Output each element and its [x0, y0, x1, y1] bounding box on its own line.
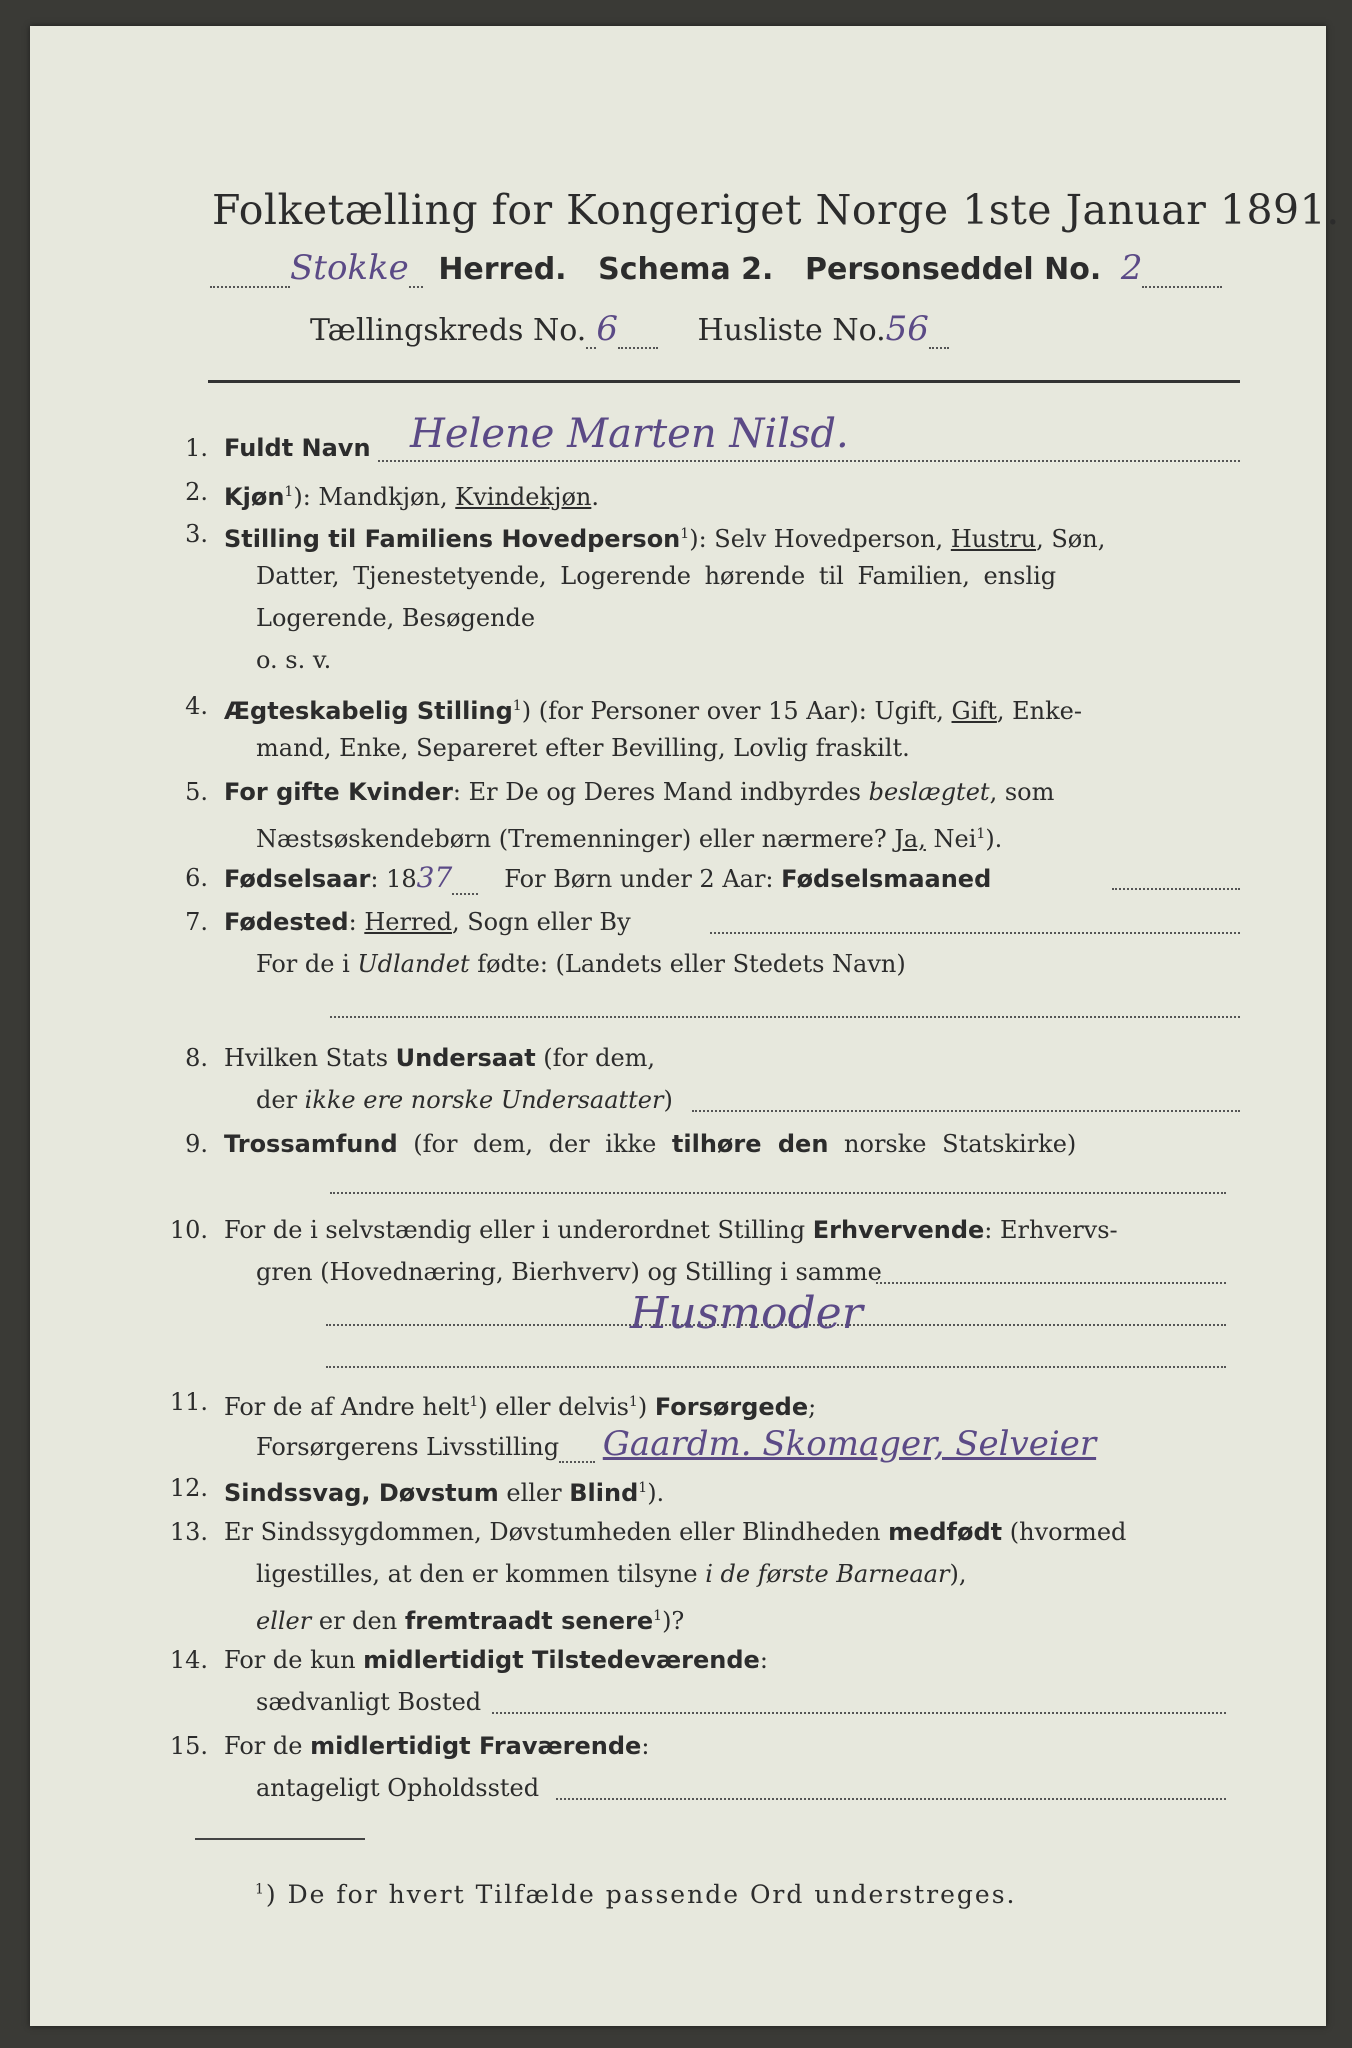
schema-label: Schema 2. [598, 252, 774, 287]
fuldt-navn-label: Fuldt Navn [224, 434, 371, 462]
fodselsaar-value: 37 [416, 861, 453, 894]
footnote-rule [195, 1838, 365, 1840]
census-form-sheet: Folketælling for Kongeriget Norge 1ste Januar 1891. Stokke Herred. Schema 2. Personseddel No. 2 Tællingskreds No. 6 Husliste No.56 1. Fuldt Navn Helene Marten Nilsd. 2. Kjøn$^1$): Mandkjøn, Kvindekjøn. 3. Stilling til Familiens Hovedperson$^1$): Selv Hovedperson, Hustru, Søn, Datter, Tjenestetyende, Logerende hørende til Familien, enslig Logerende, Besøgende o. s. v. 4. Ægteskabelig Stilling$^1$) (for Personer over 15 Aar): Ugift, Gift, Enke- mand, Enke, Separeret efter Bevilling, Lovlig fraskilt. 5. For gifte Kvinder: Er De og Deres Mand indbyrdes beslægtet, som Næstsøskendebørn (Tremenninger) eller nærmere? Ja, Nei$^1$). 6. Fødselsaar: 1837 For Børn under 2 Aar: Fødselsmaaned 7. Fødested: Herred, Sogn eller By For de i Udlandet fødte: (Landets eller Stedets Navn) 8. Hvilken Stats Undersaat (for dem, der ikke ere norske Undersaatter) 9. Trossamfund (for dem, der ikke tilhøre den norske Statskirke) 10. For de i selvstændig eller i underordnet Stilling Erhvervende: Erhvervs- gren (Hovednæring, Bierhverv) og Stilling i samme Husmoder 11. For de af Andre helt$^1$) eller delvis$^1$) Forsørgede; Forsørgerens Livsstilling Gaardm. Skomager, Selveier 12. Sindssvag, Døvstum eller Blind$^1$). 13. Er Sindssygdommen, Døvstumheden eller Blindheden medfødt (hvormed ligestilles, at den er kommen tilsyne i de første Barneaar), eller er den fremtraadt senere$^1$)? 14. For de kun midlertidigt Tilstedeværende: sædvanligt Bosted 15. For de midlertidigt Fraværende: antageligt Opholdssted $^1$) De for hvert Tilfælde passende Ord understreges. [30, 26, 1326, 2026]
hustru-underlined: Hustru [950, 525, 1037, 553]
erhverv-value: Husmoder [630, 1288, 863, 1339]
kreds-line [310, 309, 949, 349]
gift-underlined: Gift [951, 697, 997, 725]
husliste-value: 56 [885, 309, 929, 349]
personseddel-label: Personseddel No. [804, 252, 1102, 287]
ja-underlined: Ja, [894, 825, 926, 853]
fuldt-navn-value: Helene Marten Nilsd. [410, 411, 849, 457]
herred-label: Herred. [438, 252, 567, 287]
form-title: Folketælling for Kongeriget Norge 1ste Januar 1891. [212, 186, 1340, 234]
herred-underlined: Herred [364, 908, 452, 936]
kreds-label: Tællingskreds No. [310, 313, 587, 348]
kvindekjon-underlined: Kvindekjøn [455, 483, 592, 511]
husliste-label: Husliste No. [697, 313, 886, 348]
personseddel-value: 2 [1120, 248, 1143, 288]
forsorger-value: Gaardm. Skomager, Selveier [602, 1424, 1097, 1464]
kreds-value: 6 [596, 309, 618, 349]
herred-value: Stokke [290, 248, 409, 288]
footnote: $^1$) De for hvert Tilfælde passende Ord understreges. [255, 1880, 1017, 1909]
header-rule [208, 380, 1240, 383]
herred-line [210, 248, 1222, 288]
